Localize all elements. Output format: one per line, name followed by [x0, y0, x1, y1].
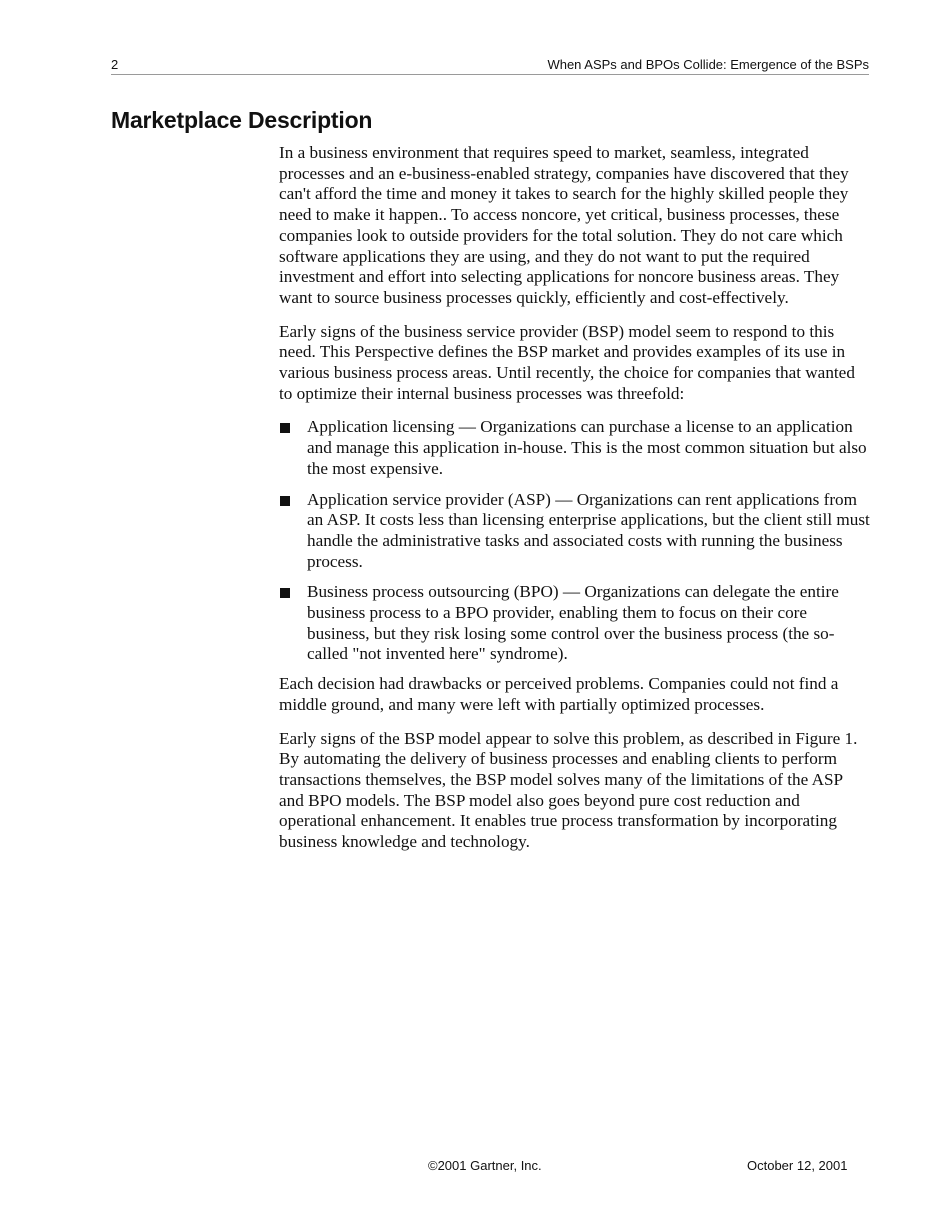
page-header	[111, 57, 869, 75]
square-bullet-icon	[280, 423, 290, 433]
bullet-item	[279, 417, 871, 479]
page-number: 2	[111, 57, 119, 72]
square-bullet-icon	[280, 588, 290, 598]
bullet-text: Business process outsourcing (BPO) — Organizations can delegate the entire business process to a BPO provider, enabling them to focus on their core business, but they risk losing some control over the business process (the so-called "not invented here" syndrome).	[307, 582, 839, 664]
paragraph: In a business environment that requires speed to market, seamless, integrated processes and an e-business-enabled strategy, companies have discovered that they can't afford the time and money it takes to search for the highly skilled people they need to make it happen.. To access noncore, yet critical, business processes, these companies look to outside providers for the total solution. They do not care which software applications they are using, and they do not want to put the required investment and effort into selecting applications for noncore business areas. They want to source business processes quickly, efficiently and cost-effectively.	[279, 143, 849, 307]
paragraph: Each decision had drawbacks or perceived problems. Companies could not find a middle ground, and many were left with partially optimized processes.	[279, 674, 839, 714]
bullet-text: Application service provider (ASP) — Organizations can rent applications from an ASP. It costs less than licensing enterprise applications, but the client still must handle the administrative tasks and associated costs with running the business process.	[307, 489, 870, 571]
square-bullet-icon	[280, 496, 290, 506]
section-heading: Marketplace Description	[111, 107, 373, 133]
footer-copyright: ©2001 Gartner, Inc.	[428, 1158, 542, 1173]
bullet-list	[279, 417, 871, 665]
running-title: When ASPs and BPOs Collide: Emergence of the BSPs	[547, 57, 869, 72]
paragraph: Early signs of the BSP model appear to solve this problem, as described in Figure 1. By automating the delivery of business processes and enabling clients to perform transactions themselves, the BSP model solves many of the limitations of the ASP and BPO models. The BSP model also goes beyond pure cost reduction and operational enhancement. It enables true process transformation by incorporating business knowledge and technology.	[279, 728, 858, 852]
bullet-text: Application licensing — Organizations can purchase a license to an application and manage this application in-house. This is the most common situation but also the most expensive.	[307, 417, 867, 478]
bullet-item	[279, 582, 871, 665]
bullet-item	[279, 490, 871, 573]
paragraph: Early signs of the business service provider (BSP) model seem to respond to this need. This Perspective defines the BSP market and provides examples of its use in various business process areas. Until recently, the choice for companies that wanted to optimize their internal business processes was threefold:	[279, 321, 855, 403]
footer-date: October 12, 2001	[747, 1158, 848, 1173]
body-text-column	[279, 143, 871, 866]
